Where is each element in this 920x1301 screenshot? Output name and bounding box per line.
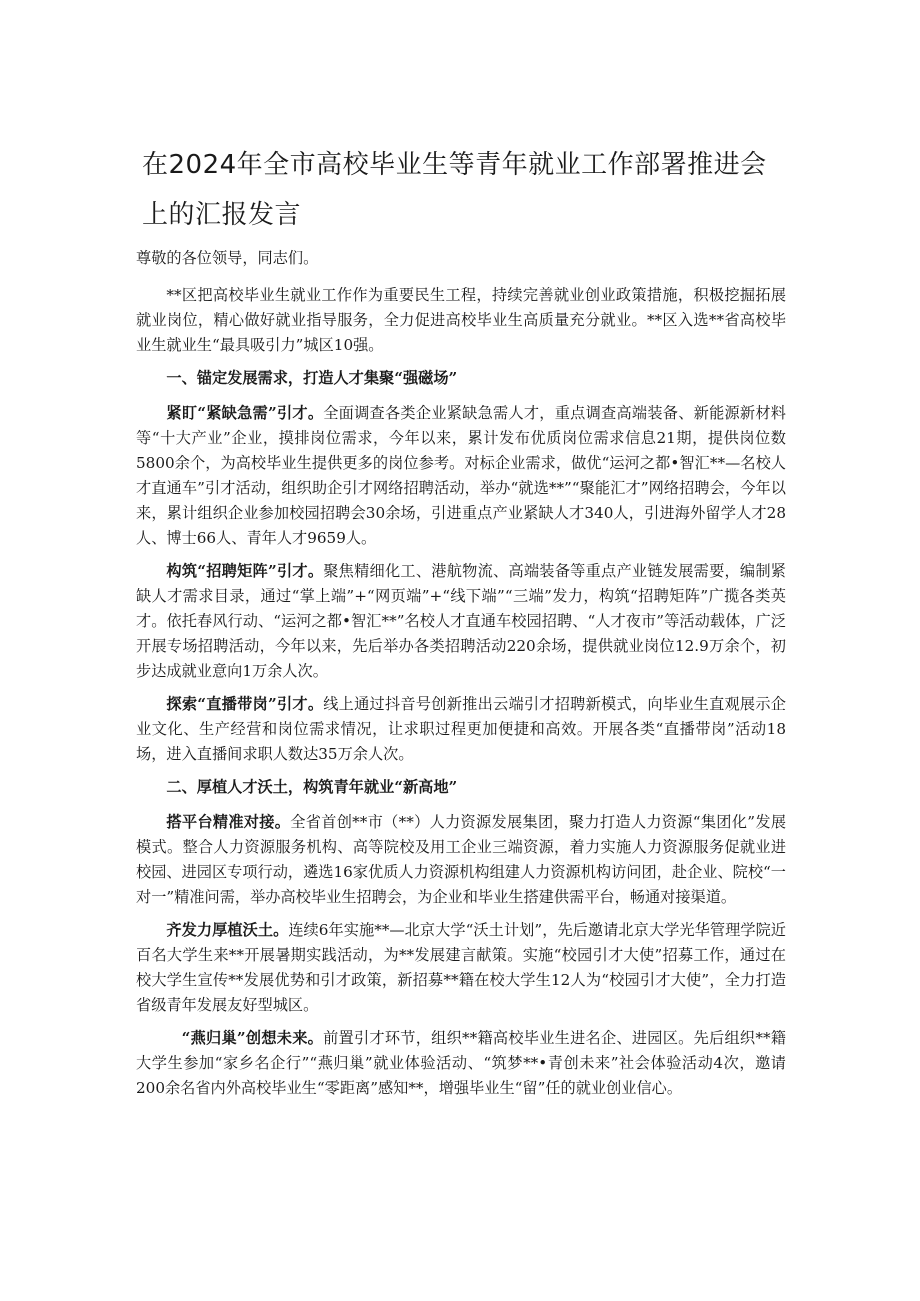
section-2-heading: 二、厚植人才沃土，构筑青年就业“新高地” (166, 778, 458, 796)
paragraph-text: 聚焦精细化工、港航物流、高端装备等重点产业链发展需要，编制紧缺人才需求目录，通过“掌上端”+“网页端”+“线下端”“三端”发力，构筑“招聘矩阵”广揽各类英才。依托春风行动、“运河之都•智汇**”名校人才直通车校园招聘、“人才夜市”等活动载体，广泛开展专场招聘活动，今年以来，先后举办各类招聘活动220余场，提供就业岗位12.9万余个，初步达成就业意向1万余人次。 (136, 562, 786, 680)
document-title: 在2024年全市高校毕业生等青年就业工作部署推进会上的汇报发言 (142, 150, 767, 230)
section-2-paragraph-3 (136, 1026, 786, 1101)
intro-paragraph: **区把高校毕业生就业工作作为重要民生工程，持续完善就业创业政策措施，积极挖掘拓展就业岗位，精心做好就业指导服务，全力促进高校毕业生高质量充分就业。**区入选**省高校毕业生就业生“最具吸引力”城区10强。 (136, 286, 786, 354)
document-body (136, 246, 786, 1109)
paragraph-text: 连续6年实施**—北京大学“沃土计划”，先后邀请北京大学光华管理学院近百名大学生来**开展暑期实践活动，为**发展建言献策。实施“校园引才大使”招募工作，通过在校大学生宣传**发展优势和引才政策，新招募**籍在校大学生12人为“校园引才大使”，全力打造省级青年发展友好型城区。 (136, 921, 786, 1014)
section-1-paragraph-1 (136, 401, 786, 551)
section-2-paragraph-1 (136, 810, 786, 910)
paragraph-lead: 齐发力厚植沃土。 (166, 921, 289, 939)
section-1-paragraph-2 (136, 559, 786, 684)
section-1-paragraph-3 (136, 692, 786, 767)
paragraph-lead: 构筑“招聘矩阵”引才。 (166, 562, 324, 580)
section-1-heading: 一、锚定发展需求，打造人才集聚“强磁场” (166, 369, 458, 387)
paragraph-lead: 探索“直播带岗”引才。 (166, 695, 324, 713)
paragraph-lead: 紧盯“紧缺急需”引才。 (166, 404, 324, 422)
paragraph-lead: “燕归巢”创想未来。 (181, 1029, 324, 1047)
paragraph-text: 全面调查各类企业紧缺急需人才，重点调查高端装备、新能源新材料等“十大产业”企业，摸排岗位需求，今年以来，累计发布优质岗位需求信息21期，提供岗位数5800余个，为高校毕业生提供更多的岗位参考。对标企业需求，做优“运河之都•智汇**—名校人才直通车”引才活动，组织助企引才网络招聘活动，举办“就选**”“聚能汇才”网络招聘会，今年以来，累计组织企业参加校园招聘会30余场，引进重点产业紧缺人才340人，引进海外留学人才28人、博士66人、青年人才9659人。 (136, 404, 786, 547)
paragraph-text: 全省首创**市（**）人力资源发展集团，聚力打造人力资源“集团化”发展模式。整合人力资源服务机构、高等院校及用工企业三端资源，着力实施人力资源服务促就业进校园、进园区专项行动，遴选16家优质人力资源机构组建人力资源机构访问团，赴企业、院校“一对一”精准问需，举办高校毕业生招聘会，为企业和毕业生搭建供需平台，畅通对接渠道。 (136, 813, 787, 906)
paragraph-text: 线上通过抖音号创新推出云端引才招聘新模式，向毕业生直观展示企业文化、生产经营和岗位需求情况，让求职过程更加便捷和高效。开展各类“直播带岗”活动18场，进入直播间求职人数达35万余人次。 (136, 695, 786, 763)
section-2-paragraph-2 (136, 918, 786, 1018)
paragraph-lead: 搭平台精准对接。 (166, 813, 291, 831)
paragraph-text: 前置引才环节，组织**籍高校毕业生进名企、进园区。先后组织**籍大学生参加“家乡名企行”“燕归巢”就业体验活动、“筑梦**•青创未来”社会体验活动4次，邀请200余名省内外高校毕业生“零距离”感知**，增强毕业生“留”任的就业创业信心。 (136, 1029, 786, 1097)
greeting: 尊敬的各位领导，同志们。 (136, 249, 319, 267)
